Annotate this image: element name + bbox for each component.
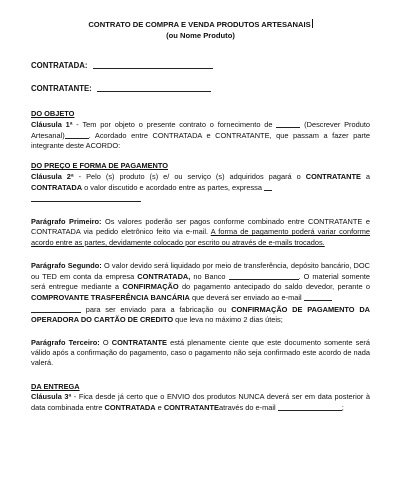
- paragraph-1: [31, 217, 370, 248]
- document-subtitle: (ou Nome Produto): [166, 30, 235, 40]
- paragraph-3-text-2: está plenamente ciente que este documento somente será válido após a confirmação do pagamento, caso o pagamento não seja confirmado este acordo de nada valerá.: [31, 338, 370, 368]
- contratante-field[interactable]: [31, 83, 370, 94]
- title-block: [31, 0, 370, 41]
- contratante-blank[interactable]: [97, 83, 211, 92]
- clause-1-blank-a[interactable]: [276, 119, 300, 128]
- clause-2-blank-b[interactable]: [31, 193, 141, 202]
- paragraph-2-text-3: . O material somente será entregue mediante a: [31, 272, 370, 292]
- clause-2-contratante: CONTRATANTE: [305, 171, 361, 181]
- clause-1-blank-b[interactable]: [65, 130, 89, 139]
- clause-1-text-a: - Tem por objeto o presente contrato o fornecimento de: [72, 119, 277, 129]
- clause-3: [31, 392, 370, 413]
- clause-3-text-2: e: [155, 403, 164, 413]
- clause-2-text-a: - Pelo (s) produto (s) e/ ou serviço (s) adquiridos pagará o: [73, 171, 306, 181]
- paragraph-3: [31, 338, 370, 369]
- clause-3-label: Cláusula 3ª: [31, 391, 72, 401]
- text-cursor: [312, 19, 313, 28]
- email-blank-1[interactable]: [304, 292, 332, 301]
- section-heading-objeto: DO OBJETO: [31, 108, 75, 118]
- contratada-field[interactable]: [31, 60, 370, 71]
- paragraph-3-text-1: O: [99, 338, 112, 348]
- section-heading-entrega: DA ENTREGA: [31, 381, 80, 391]
- clause-3-contratante: CONTRATANTE: [163, 403, 219, 413]
- clause-1-text-b: (Descrever Produto Artesanal): [31, 119, 371, 140]
- clause-2-text-b: a: [360, 171, 371, 181]
- paragraph-2-text-7: que leva no máximo 2 dias úteis;: [173, 314, 283, 324]
- paragraph-2-confirmacao: CONFIRMAÇÃO: [122, 282, 179, 292]
- clause-1-label: Cláusula 1ª: [31, 119, 73, 129]
- paragraph-2-text-6: para ser enviado para a fabricação ou: [81, 304, 232, 314]
- clause-2: [31, 172, 370, 205]
- contratada-label: CONTRATADA:: [31, 61, 88, 71]
- paragraph-2-text-4: do pagamento antecipado do saldo devedor, perante o: [178, 282, 371, 292]
- clause-1-text-c: . Acordado entre CONTRATADA e CONTRATANTE, que passam a fazer parte integrante deste ACORDO:: [31, 131, 370, 151]
- clause-3-text-4: ;: [341, 403, 344, 413]
- clause-2-contratada: CONTRATADA: [31, 182, 83, 192]
- paragraph-1-text: Os valores poderão ser pagos conforme combinado entre CONTRATANTE e CONTRATADA via pedido eletrônico feito via e-mail.: [31, 217, 370, 237]
- clause-2-label: Cláusula 2ª: [31, 171, 74, 181]
- section-heading-preco: DO PREÇO E FORMA DE PAGAMENTO: [31, 161, 169, 171]
- paragraph-2: [31, 261, 370, 325]
- paragraph-2-label: Parágrafo Segundo:: [31, 260, 102, 270]
- clause-2-blank-a[interactable]: [264, 182, 272, 191]
- contratante-label: CONTRATANTE:: [31, 84, 92, 94]
- paragraph-2-text-5: que deverá ser enviado ao e-mail: [189, 293, 304, 303]
- email-blank-2[interactable]: [31, 304, 81, 313]
- clause-3-text-1: - Fica desde já certo que o ENVIO dos produtos NUNCA deverá ser em data posterior à data combinada entre: [31, 391, 370, 413]
- clause-2-text-c: o valor discutido e acordado entre as partes, expressa: [82, 182, 265, 192]
- banco-blank[interactable]: [229, 271, 299, 280]
- paragraph-3-label: Parágrafo Terceiro:: [31, 338, 100, 348]
- entrega-email-blank[interactable]: [278, 402, 342, 411]
- paragraph-2-contratada: CONTRATADA,: [137, 272, 191, 282]
- clause-3-contratada: CONTRATADA: [104, 403, 156, 413]
- paragraph-1-underlined: A forma de pagamento poderá variar conforme acordo entre as partes, devidamente colocado por escrito ou através de e-mails trocados.: [31, 227, 370, 247]
- paragraph-3-contratante: CONTRATANTE: [111, 338, 167, 348]
- document-title: [31, 19, 370, 31]
- clause-3-text-3: através do e-mail: [218, 403, 278, 413]
- paragraph-2-confirmacao-pagamento: CONFIRMAÇÃO DE PAGAMENTO DA OPERADORA DO CARTÃO DE CREDITO: [31, 304, 370, 324]
- document-title-text: CONTRATO DE COMPRA E VENDA PRODUTOS ARTESANAIS: [88, 20, 311, 29]
- contratada-blank[interactable]: [93, 60, 213, 69]
- paragraph-2-text-2: no Banco: [190, 272, 229, 282]
- paragraph-1-label: Parágrafo Primeiro:: [31, 217, 102, 227]
- paragraph-2-text-1: O valor devido será liquidado por meio de transferência, depósito bancário, DOC ou TED em conta da empresa: [31, 260, 370, 282]
- clause-1: [31, 119, 370, 152]
- paragraph-2-comprovante: COMPROVANTE TRASFERÊNCIA BANCÁRIA: [31, 293, 190, 303]
